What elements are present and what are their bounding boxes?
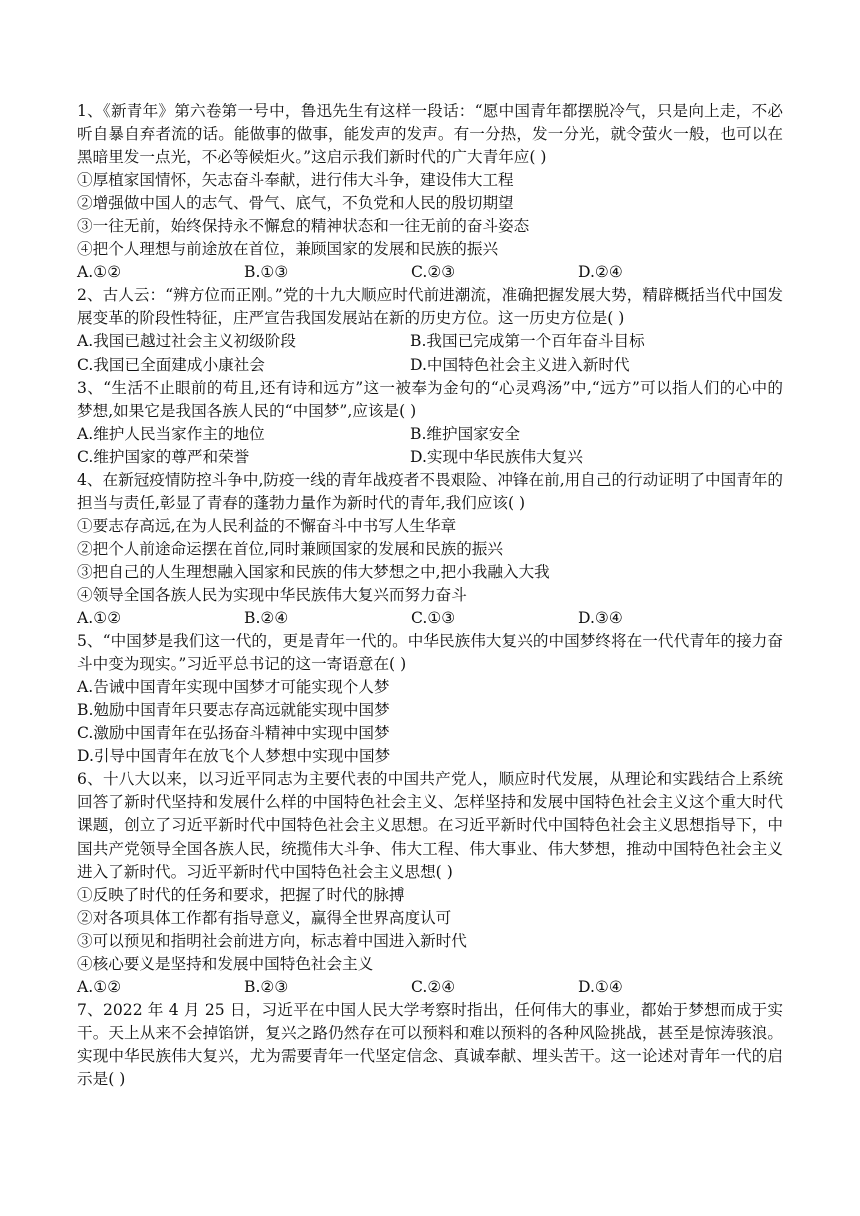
option-c: C.激励中国青年在弘扬奋斗精神中实现中国梦	[77, 724, 390, 743]
option-a: A.告诫中国青年实现中国梦才可能实现个人梦	[77, 678, 390, 697]
statement-item: ③可以预见和指明社会前进方向，标志着中国进入新时代	[77, 931, 467, 950]
option-c: C.②③	[411, 263, 456, 282]
answer-options	[77, 607, 783, 630]
question-stem: 7、2022 年 4 月 25 日，习近平在中国人民大学考察时指出，任何伟大的事业，都始于梦想而成于实干。天上从来不会掉馅饼，复兴之路仍然存在可以预料和难以预料的各种风险挑战，甚至是惊涛骇浪。实现中华民族伟大复兴，尤为需要青年一代坚定信念、真诚奉献、埋头苦干。这一论述对青年一代的启示是( )	[77, 1000, 783, 1088]
question-7	[77, 999, 783, 1091]
option-c: C.①③	[411, 609, 456, 628]
option-c: C.维护国家的尊严和荣誉	[77, 447, 250, 466]
question-stem: 1、《新青年》第六卷第一号中，鲁迅先生有这样一段话：“愿中国青年都摆脱冷气，只是向上走，不必听自暴自弃者流的话。能做事的做事，能发声的发声。有一分热，发一分光，就令萤火一般，也可以在黑暗里发一点光，不必等候炬火。”这启示我们新时代的广大青年应( )	[77, 102, 783, 167]
question-1	[77, 100, 783, 284]
question-5	[77, 630, 783, 768]
option-b: B.①③	[244, 263, 289, 282]
question-stem: 4、在新冠疫情防控斗争中,防疫一线的青年战疫者不畏艰险、冲锋在前,用自己的行动证明了中国青年的担当与责任,彰显了青春的蓬勃力量作为新时代的青年,我们应该( )	[77, 470, 783, 512]
statement-item: ④核心要义是坚持和发展中国特色社会主义	[77, 954, 374, 973]
statement-item: ①厚植家国情怀，矢志奋斗奉献，进行伟大斗争，建设伟大工程	[77, 171, 514, 190]
question-3	[77, 377, 783, 469]
option-d: D.③④	[578, 609, 623, 628]
option-d: D.①④	[578, 977, 623, 996]
answer-options	[77, 354, 783, 377]
answer-options	[77, 423, 783, 446]
statement-item: ②把个人前途命运摆在首位,同时兼顾国家的发展和民族的振兴	[77, 539, 503, 558]
statement-item: ③把自己的人生理想融入国家和民族的伟大梦想之中,把小我融入大我	[77, 562, 550, 581]
statement-item: ④把个人理想与前途放在首位，兼顾国家的发展和民族的振兴	[77, 240, 499, 259]
option-c: C.我国已全面建成小康社会	[77, 355, 265, 374]
exam-page	[77, 100, 783, 1091]
statement-item: ②对各项具体工作都有指导意义，赢得全世界高度认可	[77, 908, 452, 927]
question-stem: 2、古人云：“辨方位而正刚。”党的十九大顺应时代前进潮流，准确把握发展大势，精辟概括当代中国发展变革的阶段性特征，庄严宣告我国发展站在新的历史方位。这一历史方位是( )	[77, 286, 783, 328]
statement-item: ②增强做中国人的志气、骨气、底气，不负党和人民的殷切期望	[77, 194, 514, 213]
question-stem: 3、“生活不止眼前的苟且,还有诗和远方”这一被奉为金句的“心灵鸡汤”中,“远方”可以指人们的心中的梦想,如果它是我国各族人民的“中国梦”,应该是( )	[77, 378, 783, 420]
statement-item: ①要志存高远,在为人民利益的不懈奋斗中书写人生华章	[77, 516, 457, 535]
option-d: D.实现中华民族伟大复兴	[410, 447, 583, 466]
statement-item: ④领导全国各族人民为实现中华民族伟大复兴而努力奋斗	[77, 585, 467, 604]
question-2	[77, 284, 783, 376]
answer-options	[77, 446, 783, 469]
statement-item: ①反映了时代的任务和要求，把握了时代的脉搏	[77, 885, 405, 904]
option-a: A.①②	[77, 977, 122, 996]
option-b: B.勉励中国青年只要志存高远就能实现中国梦	[77, 701, 390, 720]
answer-options	[77, 330, 783, 353]
option-d: D.②④	[578, 263, 623, 282]
option-b: B.②④	[244, 609, 289, 628]
question-6	[77, 768, 783, 998]
answer-options	[77, 261, 783, 284]
option-d: D.引导中国青年在放飞个人梦想中实现中国梦	[77, 747, 391, 766]
option-b: B.②③	[244, 977, 289, 996]
option-d: D.中国特色社会主义进入新时代	[410, 355, 630, 374]
question-stem: 6、十八大以来，以习近平同志为主要代表的中国共产党人，顺应时代发展，从理论和实践结合上系统回答了新时代坚持和发展什么样的中国特色社会主义、怎样坚持和发展中国特色社会主义这个重大时代课题，创立了习近平新时代中国特色社会主义思想。在习近平新时代中国特色社会主义思想指导下，中国共产党领导全国各族人民，统揽伟大斗争、伟大工程、伟大事业、伟大梦想，推动中国特色社会主义进入了新时代。习近平新时代中国特色社会主义思想( )	[77, 770, 783, 881]
statement-item: ③一往无前，始终保持永不懈怠的精神状态和一往无前的奋斗姿态	[77, 217, 530, 236]
question-stem: 5、“中国梦是我们这一代的，更是青年一代的。中华民族伟大复兴的中国梦终将在一代代青年的接力奋斗中变为现实。”习近平总书记的这一寄语意在( )	[77, 632, 783, 674]
option-a: A.①②	[77, 263, 122, 282]
option-a: A.我国已越过社会主义初级阶段	[77, 332, 296, 351]
answer-options	[77, 976, 783, 999]
question-4	[77, 469, 783, 630]
option-b: B.维护国家安全	[410, 424, 520, 443]
option-b: B.我国已完成第一个百年奋斗目标	[410, 332, 645, 351]
option-c: C.②④	[411, 977, 456, 996]
option-a: A.维护人民当家作主的地位	[77, 424, 265, 443]
option-a: A.①②	[77, 609, 122, 628]
